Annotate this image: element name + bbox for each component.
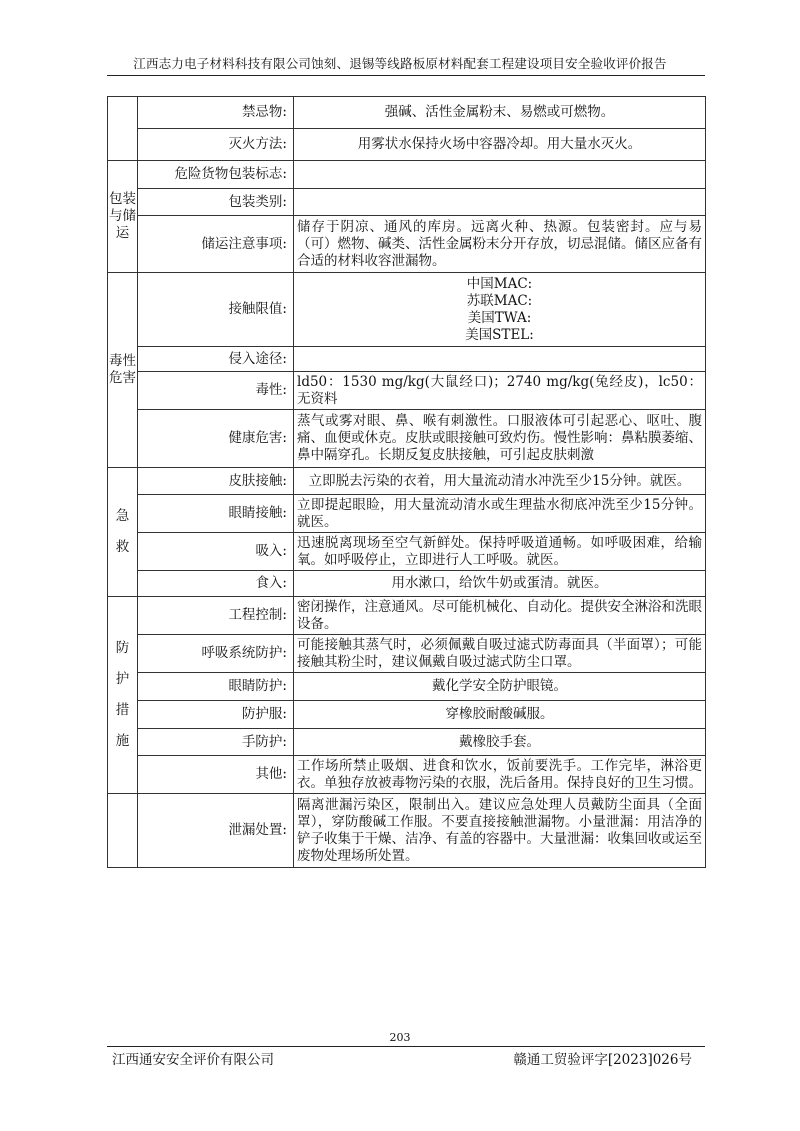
exposure-limit-us-twa: 美国TWA: (467, 309, 532, 326)
storage-label: 储运注意事项: (138, 216, 294, 273)
table-row (108, 129, 706, 161)
eye-label: 眼睛接触: (138, 495, 294, 533)
msds-table (107, 96, 706, 868)
exposure-limits-label: 接触限值: (138, 273, 294, 347)
table-row (108, 189, 706, 216)
section-protection-char: 施 (115, 733, 130, 749)
table-row (108, 495, 706, 533)
section-protection-char: 措 (115, 702, 130, 718)
section-protection-char: 防 (115, 640, 130, 656)
extinguishing-value: 用雾状水保持火场中容器冷却。用大量水灭火。 (294, 129, 706, 161)
section-fire (108, 97, 138, 161)
entry-route-label: 侵入途径: (138, 347, 294, 372)
header-divider (107, 75, 705, 76)
skin-label: 皮肤接触: (138, 468, 294, 495)
table-row (108, 161, 706, 189)
inhalation-value: 迅速脱离现场至空气新鲜处。保持呼吸道通畅。如呼吸困难，给输氧。如呼吸停止，立即进行人工呼吸。就医。 (294, 533, 706, 571)
section-first-aid-char: 救 (115, 539, 130, 555)
toxicity-label: 毒性: (138, 372, 294, 410)
table-row (108, 756, 706, 794)
exposure-limits-value (294, 273, 706, 347)
clothing-label: 防护服: (138, 701, 294, 729)
incompatibles-label: 禁忌物: (138, 97, 294, 129)
respiratory-value: 可能接触其蒸气时，必须佩戴自吸过滤式防毒面具（半面罩）；可能接触其粉尘时，建议佩戴自吸过滤式防尘口罩。 (294, 635, 706, 673)
table-row (108, 347, 706, 372)
footer-doc-number: 赣通工贸验评字[2023]026号 (513, 1052, 692, 1068)
hand-label: 手防护: (138, 729, 294, 756)
ingestion-value: 用水漱口，给饮牛奶或蛋清。就医。 (294, 571, 706, 597)
table-row (108, 97, 706, 129)
section-protection (108, 597, 138, 794)
health-value: 蒸气或雾对眼、鼻、喉有刺激性。口服液体可引起恶心、呕吐、腹痛、血便或休克。皮肤或眼接触可致灼伤。慢性影响：鼻粘膜萎缩、鼻中隔穿孔。长期反复皮肤接触，可引起皮肤刺激 (294, 410, 706, 468)
engineering-label: 工程控制: (138, 597, 294, 635)
other-value: 工作场所禁止吸烟、进食和饮水，饭前要洗手。工作完毕，淋浴更衣。单独存放被毒物污染的衣服，洗后备用。保持良好的卫生习惯。 (294, 756, 706, 794)
table-row (108, 216, 706, 273)
respiratory-label: 呼吸系统防护: (138, 635, 294, 673)
table-row (108, 533, 706, 571)
table-row (108, 410, 706, 468)
toxicity-value: ld50：1530 mg/kg(大鼠经口)；2740 mg/kg(兔经皮)，lc50：无资料 (294, 372, 706, 410)
eye-protection-value: 戴化学安全防护眼镜。 (294, 673, 706, 701)
package-class-value (294, 189, 706, 216)
package-class-label: 包装类别: (138, 189, 294, 216)
exposure-limit-us-stel: 美国STEL: (465, 326, 534, 343)
table-row (108, 273, 706, 347)
table-row (108, 701, 706, 729)
eye-protection-label: 眼睛防护: (138, 673, 294, 701)
section-packaging: 包装与储运 (108, 161, 138, 273)
page-header-title: 江西志力电子材料科技有限公司蚀刻、退锡等线路板原材料配套工程建设项目安全验收评价报告 (133, 56, 667, 71)
footer-divider (107, 1046, 705, 1047)
hazard-mark-label: 危险货物包装标志: (138, 161, 294, 189)
table-row (108, 597, 706, 635)
table-row (108, 468, 706, 495)
incompatibles-value: 强碱、活性金属粉末、易燃或可燃物。 (294, 97, 706, 129)
inhalation-label: 吸入: (138, 533, 294, 571)
table-row (108, 794, 706, 868)
table-row (108, 571, 706, 597)
hazard-mark-value (294, 161, 706, 189)
section-first-aid (108, 468, 138, 597)
leak-value: 隔离泄漏污染区，限制出入。建议应急处理人员戴防尘面具（全面罩），穿防酸碱工作服。不要直接接触泄漏物。小量泄漏：用洁净的铲子收集于干燥、洁净、有盖的容器中。大量泄漏：收集回收或运至废物处理场所处置。 (294, 794, 706, 868)
table-row (108, 372, 706, 410)
leak-label: 泄漏处置: (138, 794, 294, 868)
storage-value: 储存于阴凉、通风的库房。远离火种、热源。包装密封。应与易（可）燃物、碱类、活性金属粉末分开存放，切忌混储。储区应备有合适的材料收容泄漏物。 (294, 216, 706, 273)
clothing-value: 穿橡胶耐酸碱服。 (294, 701, 706, 729)
hand-value: 戴橡胶手套。 (294, 729, 706, 756)
section-toxicity: 毒性危害 (108, 273, 138, 468)
page-number: 203 (389, 1031, 411, 1044)
skin-value: 立即脱去污染的衣着，用大量流动清水冲洗至少15分钟。就医。 (294, 468, 706, 495)
eye-value: 立即提起眼睑，用大量流动清水或生理盐水彻底冲洗至少15分钟。就医。 (294, 495, 706, 533)
section-leak (108, 794, 138, 868)
table-row (108, 729, 706, 756)
engineering-value: 密闭操作，注意通风。尽可能机械化、自动化。提供安全淋浴和洗眼设备。 (294, 597, 706, 635)
other-label: 其他: (138, 756, 294, 794)
exposure-limit-ussr: 苏联MAC: (466, 292, 533, 309)
ingestion-label: 食入: (138, 571, 294, 597)
health-label: 健康危害: (138, 410, 294, 468)
extinguishing-label: 灭火方法: (138, 129, 294, 161)
section-first-aid-char: 急 (115, 508, 130, 524)
section-protection-char: 护 (115, 671, 130, 687)
table-row (108, 673, 706, 701)
footer-company: 江西通安安全评价有限公司 (112, 1052, 274, 1068)
exposure-limit-china: 中国MAC: (466, 275, 533, 292)
entry-route-value (294, 347, 706, 372)
table-row (108, 635, 706, 673)
